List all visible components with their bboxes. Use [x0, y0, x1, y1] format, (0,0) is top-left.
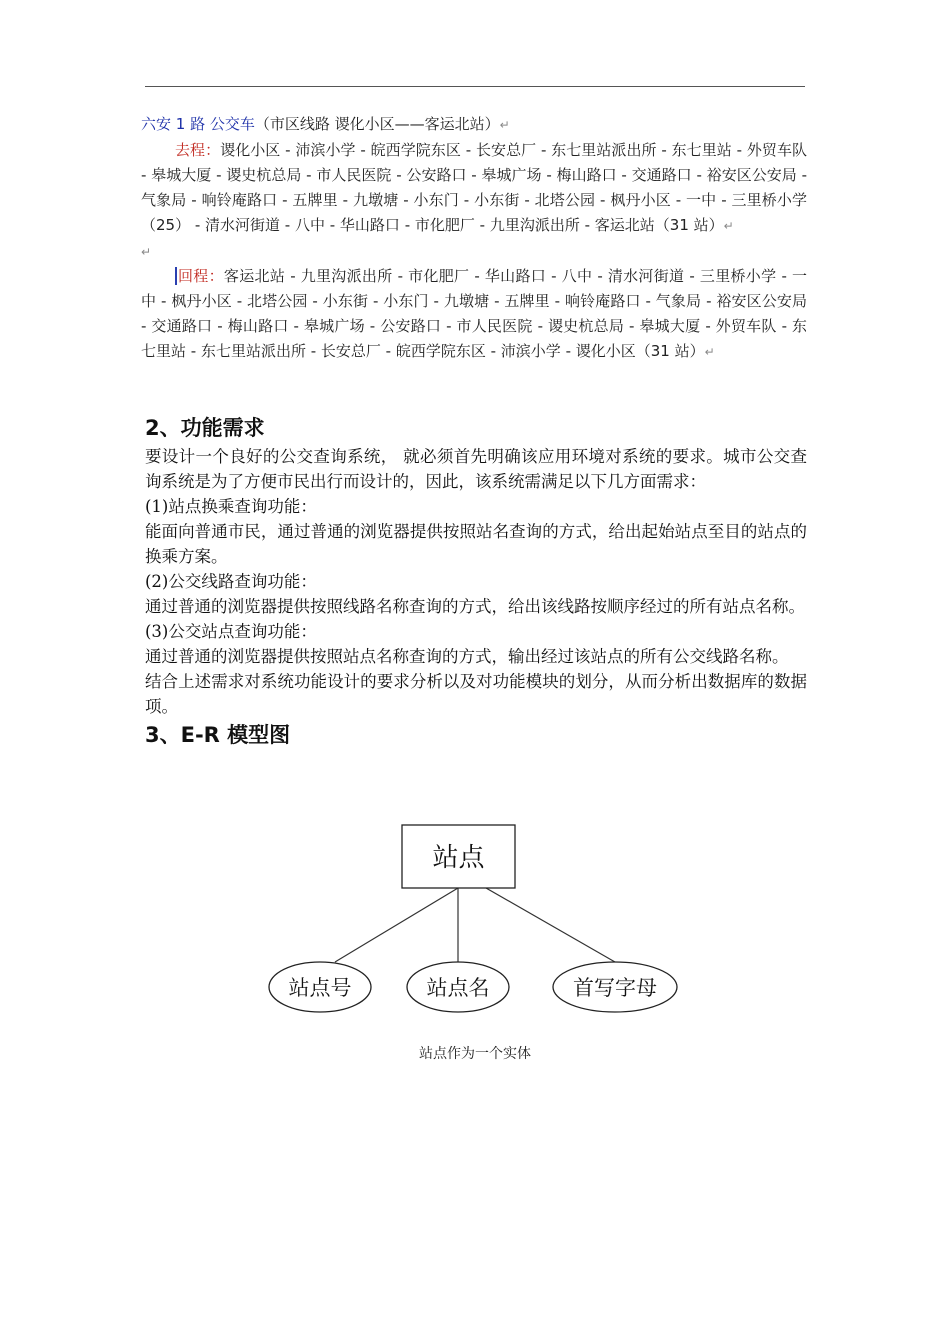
- outbound-label: 去程：: [175, 141, 221, 159]
- requirement-1-desc: 能面向普通市民，通过普通的浏览器提供按照站名查询的方式，给出起始站点至目的站点的换乘方案。: [145, 522, 807, 566]
- section-heading-requirements: 2、功能需求: [145, 416, 265, 440]
- figure-caption: 站点作为一个实体: [419, 1046, 531, 1062]
- attribute-label-2: 站点名: [426, 976, 490, 1000]
- requirements-summary: 结合上述需求对系统功能设计的要求分析以及对功能模块的划分，从而分析出数据库的数据项。: [145, 672, 807, 716]
- paragraph-mark-icon: ↵: [141, 245, 152, 259]
- er-link-3: [486, 888, 615, 962]
- return-label: 回程：: [175, 267, 224, 285]
- paragraph-mark-icon: ↵: [499, 118, 510, 132]
- route-title-detail: （市区线路 谡化小区——客运北站）: [254, 115, 500, 133]
- return-stops: 客运北站 - 九里沟派出所 - 市化肥厂 - 华山路口 - 八中 - 清水河街道 - 三里桥小学 - 一中 - 枫丹小区 - 北塔公园 - 小东街 - 小东门 - 九墩塘 - 五牌里 - 响铃庵路口 - 气象局 - 裕安区公安局 - 交通路口 - 梅山路口 - 皋城广场 - 公安路口 - 市人民医院 - 谡史杭总局 - 皋城大厦 - 外贸车队 - 东七里站 - 东七里站派出所 - 长安总厂 - 皖西学院东区 - 沛滨小学 - 谡化小区（31 站）: [141, 267, 807, 360]
- outbound-stops: 谡化小区 - 沛滨小学 - 皖西学院东区 - 长安总厂 - 东七里站派出所 - 东七里站 - 外贸车队 - 皋城大厦 - 谡史杭总局 - 市人民医院 - 公安路口 - 皋城广场 - 梅山路口 - 交通路口 - 裕安区公安局 - 气象局 - 响铃庵路口 - 五牌里 - 九墩塘 - 小东门 - 小东街 - 北塔公园 - 枫丹小区 - 一中 - 三里桥小学（25） - 清水河街道 - 八中 - 华山路口 - 市化肥厂 - 九里沟派出所 - 客运北站（31 站）: [141, 141, 807, 234]
- requirement-1-title: (1)站点换乘查询功能：: [145, 497, 317, 516]
- route-title-line: 六安 1 路 公交车: [141, 115, 255, 133]
- requirement-3-desc: 通过普通的浏览器提供按照站点名称查询的方式，输出经过该站点的所有公交线路名称。: [145, 647, 789, 666]
- paragraph-mark-icon: ↵: [723, 219, 734, 233]
- attribute-label-3: 首写字母: [573, 976, 657, 1000]
- entity-label: 站点: [432, 843, 485, 873]
- attribute-label-1: 站点号: [288, 976, 352, 1000]
- section-heading-er-model: 3、E-R 模型图: [145, 723, 291, 747]
- requirement-2-desc: 通过普通的浏览器提供按照线路名称查询的方式，给出该线路按顺序经过的所有站点名称。: [145, 597, 805, 616]
- requirement-2-title: (2)公交线路查询功能：: [145, 572, 317, 591]
- er-link-1: [335, 888, 458, 962]
- requirement-3-title: (3)公交站点查询功能：: [145, 622, 317, 641]
- requirements-intro: 要设计一个良好的公交查询系统， 就必须首先明确该应用环境对系统的要求。城市公交查询系统是为了方便市民出行而设计的，因此，该系统需满足以下几方面需求：: [145, 447, 807, 491]
- paragraph-mark-icon: ↵: [704, 345, 715, 359]
